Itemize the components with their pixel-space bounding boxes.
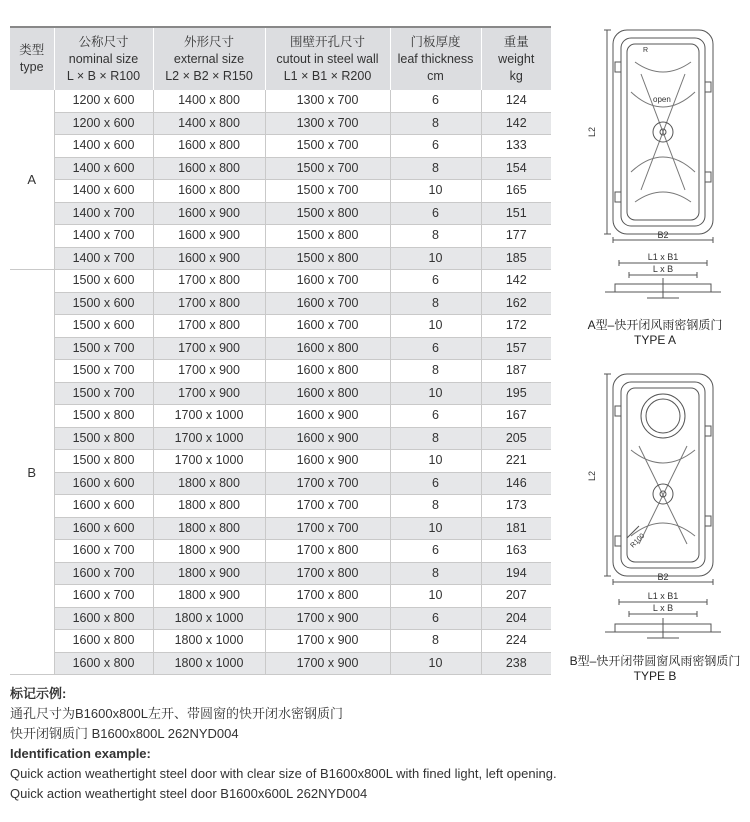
table-row	[10, 585, 551, 608]
leaf-thickness-cell: 10	[390, 450, 481, 473]
table-row	[10, 225, 551, 248]
header-weight: 重量 weight kg	[481, 27, 551, 90]
weight-cell: 221	[481, 450, 551, 473]
type-a-lb-label: L x B	[652, 264, 674, 274]
spec-table	[10, 26, 551, 675]
external-size-cell: 1600 x 800	[153, 135, 265, 158]
weight-cell: 238	[481, 652, 551, 675]
table-row	[10, 652, 551, 675]
nominal-size-cell: 1600 x 700	[54, 585, 153, 608]
external-size-cell: 1800 x 800	[153, 517, 265, 540]
table-row	[10, 360, 551, 383]
weight-cell: 173	[481, 495, 551, 518]
table-body	[10, 90, 551, 675]
external-size-cell: 1700 x 900	[153, 337, 265, 360]
table-row	[10, 315, 551, 338]
type-a-cell: A	[10, 90, 54, 270]
cutout-cell: 1600 x 800	[265, 337, 390, 360]
type-b-lb-label: L x B	[652, 603, 674, 613]
weight-cell: 195	[481, 382, 551, 405]
nominal-size-cell: 1500 x 800	[54, 450, 153, 473]
type-a-r-label: R	[643, 47, 649, 54]
weight-cell: 151	[481, 202, 551, 225]
leaf-thickness-cell: 6	[390, 472, 481, 495]
external-size-cell: 1800 x 900	[153, 585, 265, 608]
cutout-cell: 1300 x 700	[265, 90, 390, 112]
weight-cell: 142	[481, 112, 551, 135]
cutout-cell: 1600 x 800	[265, 360, 390, 383]
nominal-size-cell: 1500 x 800	[54, 405, 153, 428]
leaf-thickness-cell: 6	[390, 135, 481, 158]
header-cutout: 围壁开孔尺寸 cutout in steel wall L1 × B1 × R200	[265, 27, 390, 90]
external-size-cell: 1800 x 1000	[153, 607, 265, 630]
notes-heading-cn: 标记示例:	[10, 686, 67, 701]
leaf-thickness-cell: 6	[390, 202, 481, 225]
type-a-door-drawing	[575, 22, 735, 322]
weight-cell: 187	[481, 360, 551, 383]
cutout-cell: 1600 x 900	[265, 450, 390, 473]
cutout-cell: 1500 x 700	[265, 135, 390, 158]
cutout-cell: 1700 x 800	[265, 540, 390, 563]
cutout-cell: 1700 x 800	[265, 585, 390, 608]
external-size-cell: 1600 x 900	[153, 247, 265, 270]
weight-cell: 133	[481, 135, 551, 158]
table-row	[10, 427, 551, 450]
nominal-size-cell: 1200 x 600	[54, 112, 153, 135]
table-row	[10, 112, 551, 135]
external-size-cell: 1800 x 800	[153, 472, 265, 495]
header-type: 类型 type	[10, 27, 54, 90]
cutout-cell: 1600 x 900	[265, 405, 390, 428]
leaf-thickness-cell: 8	[390, 427, 481, 450]
weight-cell: 165	[481, 180, 551, 203]
table-row	[10, 292, 551, 315]
table-row	[10, 630, 551, 653]
leaf-thickness-cell: 10	[390, 382, 481, 405]
type-b-cell: B	[10, 270, 54, 675]
cutout-cell: 1700 x 900	[265, 607, 390, 630]
leaf-thickness-cell: 10	[390, 517, 481, 540]
cutout-cell: 1600 x 900	[265, 427, 390, 450]
nominal-size-cell: 1600 x 800	[54, 652, 153, 675]
external-size-cell: 1700 x 1000	[153, 450, 265, 473]
type-b-caption-en: TYPE B	[633, 669, 677, 683]
table-row	[10, 405, 551, 428]
type-b-b2-label: B2	[657, 572, 669, 582]
table-row	[10, 450, 551, 473]
nominal-size-cell: 1400 x 600	[54, 180, 153, 203]
nominal-size-cell: 1400 x 700	[54, 202, 153, 225]
nominal-size-cell: 1400 x 600	[54, 135, 153, 158]
leaf-thickness-cell: 10	[390, 180, 481, 203]
nominal-size-cell: 1500 x 600	[54, 292, 153, 315]
table-row	[10, 562, 551, 585]
identification-notes	[10, 684, 557, 804]
table-row	[10, 247, 551, 270]
weight-cell: 207	[481, 585, 551, 608]
table-row	[10, 337, 551, 360]
nominal-size-cell: 1600 x 600	[54, 495, 153, 518]
weight-cell: 163	[481, 540, 551, 563]
cutout-cell: 1700 x 900	[265, 630, 390, 653]
header-leaf-thickness: 门板厚度 leaf thickness cm	[390, 27, 481, 90]
nominal-size-cell: 1400 x 600	[54, 157, 153, 180]
cutout-cell: 1600 x 700	[265, 315, 390, 338]
external-size-cell: 1400 x 800	[153, 112, 265, 135]
external-size-cell: 1700 x 800	[153, 270, 265, 293]
weight-cell: 157	[481, 337, 551, 360]
table-row	[10, 202, 551, 225]
external-size-cell: 1700 x 900	[153, 360, 265, 383]
leaf-thickness-cell: 8	[390, 112, 481, 135]
table-header-row	[10, 27, 551, 90]
leaf-thickness-cell: 8	[390, 225, 481, 248]
table-row	[10, 157, 551, 180]
type-b-l2-label: L2	[587, 470, 597, 482]
type-a-caption-cn: A型–快开闭风雨密钢质门	[587, 318, 723, 332]
weight-cell: 162	[481, 292, 551, 315]
weight-cell: 142	[481, 270, 551, 293]
nominal-size-cell: 1400 x 700	[54, 247, 153, 270]
weight-cell: 146	[481, 472, 551, 495]
nominal-size-cell: 1500 x 700	[54, 337, 153, 360]
cutout-cell: 1700 x 700	[265, 472, 390, 495]
nominal-size-cell: 1500 x 600	[54, 315, 153, 338]
cutout-cell: 1300 x 700	[265, 112, 390, 135]
leaf-thickness-cell: 10	[390, 652, 481, 675]
cutout-cell: 1700 x 900	[265, 652, 390, 675]
leaf-thickness-cell: 6	[390, 607, 481, 630]
external-size-cell: 1800 x 1000	[153, 652, 265, 675]
external-size-cell: 1400 x 800	[153, 90, 265, 112]
external-size-cell: 1800 x 1000	[153, 630, 265, 653]
weight-cell: 124	[481, 90, 551, 112]
nominal-size-cell: 1600 x 600	[54, 472, 153, 495]
table-row	[10, 472, 551, 495]
type-a-l2-label: L2	[587, 126, 597, 138]
leaf-thickness-cell: 10	[390, 247, 481, 270]
external-size-cell: 1800 x 900	[153, 562, 265, 585]
nominal-size-cell: 1600 x 800	[54, 630, 153, 653]
table-row	[10, 90, 551, 112]
table-row	[10, 517, 551, 540]
nominal-size-cell: 1500 x 700	[54, 360, 153, 383]
external-size-cell: 1700 x 800	[153, 315, 265, 338]
weight-cell: 154	[481, 157, 551, 180]
weight-cell: 204	[481, 607, 551, 630]
nominal-size-cell: 1400 x 700	[54, 225, 153, 248]
type-a-l1b1-label: L1 x B1	[647, 252, 679, 262]
table-row	[10, 135, 551, 158]
leaf-thickness-cell: 6	[390, 337, 481, 360]
external-size-cell: 1600 x 900	[153, 225, 265, 248]
cutout-cell: 1700 x 700	[265, 495, 390, 518]
leaf-thickness-cell: 8	[390, 630, 481, 653]
nominal-size-cell: 1200 x 600	[54, 90, 153, 112]
header-external-size: 外形尺寸 external size L2 × B2 × R150	[153, 27, 265, 90]
leaf-thickness-cell: 8	[390, 495, 481, 518]
external-size-cell: 1700 x 800	[153, 292, 265, 315]
type-b-caption	[560, 654, 750, 684]
leaf-thickness-cell: 6	[390, 540, 481, 563]
cutout-cell: 1500 x 800	[265, 202, 390, 225]
external-size-cell: 1700 x 1000	[153, 405, 265, 428]
leaf-thickness-cell: 8	[390, 360, 481, 383]
leaf-thickness-cell: 6	[390, 405, 481, 428]
type-a-open-label: open	[653, 95, 671, 104]
weight-cell: 224	[481, 630, 551, 653]
cutout-cell: 1500 x 700	[265, 180, 390, 203]
leaf-thickness-cell: 8	[390, 157, 481, 180]
cutout-cell: 1500 x 800	[265, 247, 390, 270]
notes-line2-en: Quick action weathertight steel door B1600x600L 262NYD004	[10, 786, 368, 801]
type-b-door-drawing	[575, 366, 735, 656]
notes-heading-en: Identification example:	[10, 746, 151, 761]
notes-line1-cn: 通孔尺寸为B1600x800L左开、带圆窗的快开闭水密钢质门	[10, 706, 344, 721]
weight-cell: 205	[481, 427, 551, 450]
table-row	[10, 540, 551, 563]
nominal-size-cell: 1500 x 700	[54, 382, 153, 405]
type-b-r-label: R100	[629, 532, 647, 550]
notes-line1-en: Quick action weathertight steel door with clear size of B1600x800L with fined light, left opening.	[10, 766, 557, 781]
nominal-size-cell: 1500 x 600	[54, 270, 153, 293]
type-b-caption-cn: B型–快开闭带圆窗风雨密钢质门	[569, 654, 741, 668]
external-size-cell: 1800 x 800	[153, 495, 265, 518]
table-row	[10, 180, 551, 203]
table-row	[10, 495, 551, 518]
table-row	[10, 607, 551, 630]
leaf-thickness-cell: 6	[390, 90, 481, 112]
external-size-cell: 1600 x 800	[153, 157, 265, 180]
cutout-cell: 1700 x 700	[265, 517, 390, 540]
nominal-size-cell: 1500 x 800	[54, 427, 153, 450]
external-size-cell: 1700 x 1000	[153, 427, 265, 450]
notes-line2-cn: 快开闭钢质门 B1600x800L 262NYD004	[10, 726, 239, 741]
nominal-size-cell: 1600 x 800	[54, 607, 153, 630]
external-size-cell: 1600 x 900	[153, 202, 265, 225]
type-a-caption-en: TYPE A	[633, 333, 677, 347]
table-row	[10, 270, 551, 293]
leaf-thickness-cell: 10	[390, 315, 481, 338]
weight-cell: 185	[481, 247, 551, 270]
leaf-thickness-cell: 8	[390, 562, 481, 585]
weight-cell: 194	[481, 562, 551, 585]
nominal-size-cell: 1600 x 600	[54, 517, 153, 540]
leaf-thickness-cell: 10	[390, 585, 481, 608]
external-size-cell: 1600 x 800	[153, 180, 265, 203]
header-nominal-size: 公称尺寸 nominal size L × B × R100	[54, 27, 153, 90]
weight-cell: 177	[481, 225, 551, 248]
type-a-caption	[575, 318, 735, 348]
cutout-cell: 1500 x 800	[265, 225, 390, 248]
leaf-thickness-cell: 8	[390, 292, 481, 315]
nominal-size-cell: 1600 x 700	[54, 562, 153, 585]
nominal-size-cell: 1600 x 700	[54, 540, 153, 563]
cutout-cell: 1500 x 700	[265, 157, 390, 180]
leaf-thickness-cell: 6	[390, 270, 481, 293]
type-b-l1b1-label: L1 x B1	[647, 591, 679, 601]
weight-cell: 181	[481, 517, 551, 540]
weight-cell: 167	[481, 405, 551, 428]
table-row	[10, 382, 551, 405]
external-size-cell: 1800 x 900	[153, 540, 265, 563]
cutout-cell: 1700 x 800	[265, 562, 390, 585]
cutout-cell: 1600 x 700	[265, 270, 390, 293]
external-size-cell: 1700 x 900	[153, 382, 265, 405]
weight-cell: 172	[481, 315, 551, 338]
type-a-b2-label: B2	[657, 230, 669, 240]
cutout-cell: 1600 x 700	[265, 292, 390, 315]
cutout-cell: 1600 x 800	[265, 382, 390, 405]
